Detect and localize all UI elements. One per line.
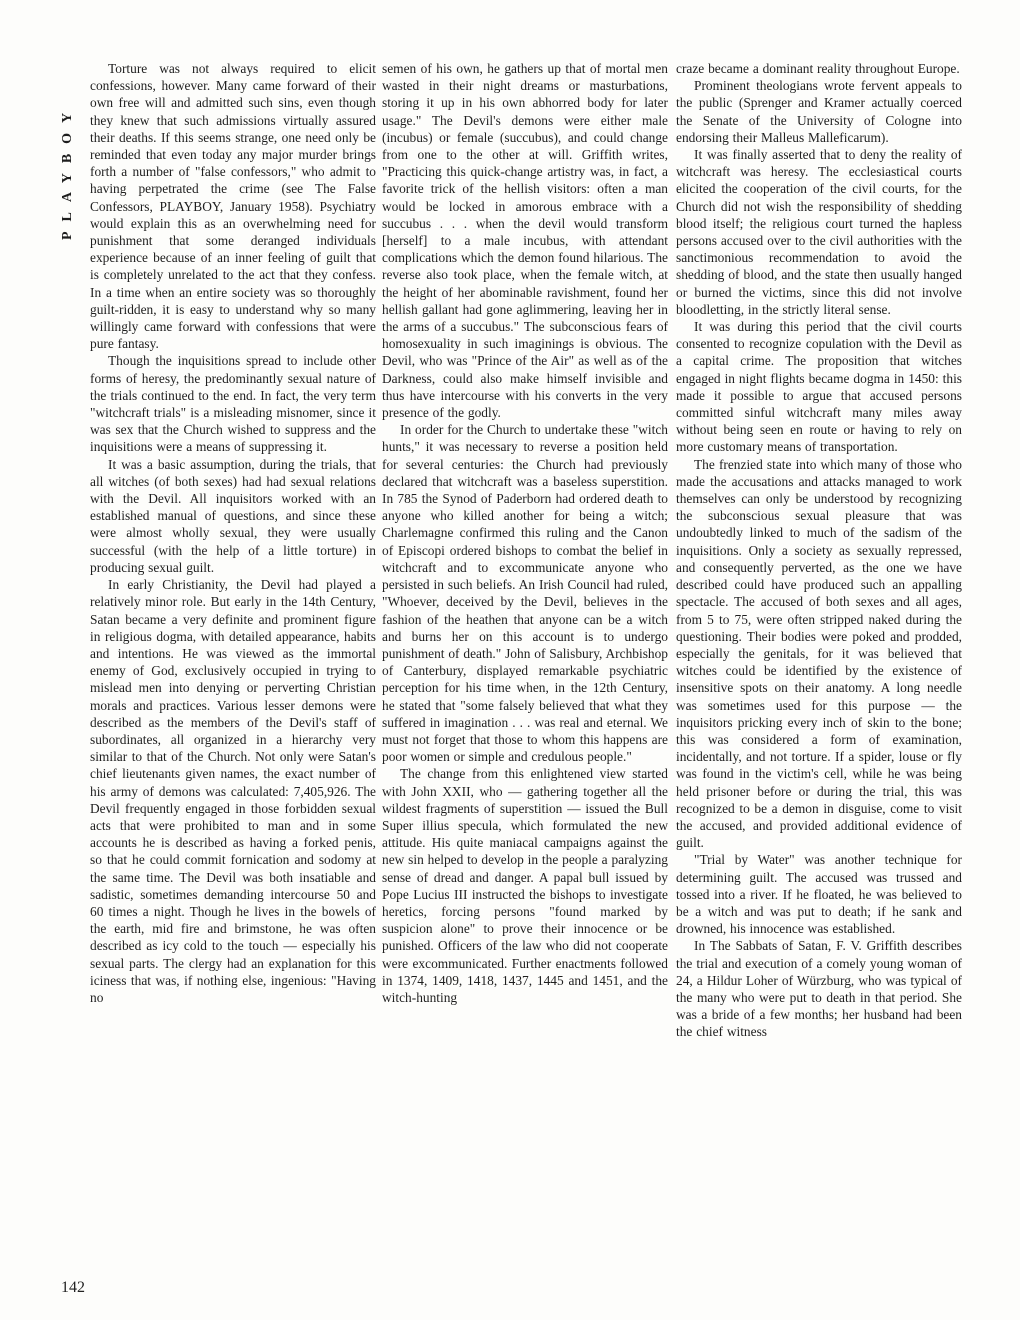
text-column-2: [382, 60, 668, 1300]
paragraph: It was during this period that the civil courts consented to recognize copulation with the Devil as a capital crime. The proposition that witches engaged in night flights became dogma in 1450: this made it possible to argue that accused persons committed sinful witchcraft many miles away without being seen en route or having to rely on more customary means of transportation.: [676, 319, 962, 455]
paragraph: In early Christianity, the Devil had played a relatively minor role. But early in the 14th Century, Satan became a very definite and prominent figure in religious dogma, with detailed appearance, habits and intentions. He was viewed as the immortal enemy of God, exclusively occupied in trying to mislead men into denying or perverting Christian morals and practices. Various lesser demons were described as the members of the Devil's staff of subordinates, all organized in a hierarchy very similar to that of the Church. Not only were Satan's chief lieutenants given names, the exact number of his army of demons was calculated: 7,405,926. The Devil frequently engaged in those forbidden sexual acts that were prohibited to man and in some accounts he is described as having a forked penis, so that he could commit fornication and sodomy at the same time. The Devil was both insatiable and sadistic, sometimes demanding intercourse 50 and 60 times a night. Though he lives in the bowels of the earth, mid fire and brimstone, he was often described as icy cold to the touch — especially his sexual parts. The clergy had an explanation for this iciness that was, if nothing else, ingenious: "Having no: [90, 577, 376, 1005]
paragraph-continued: craze became a dominant reality throughout Europe.: [676, 61, 960, 76]
paragraph: Torture was not always required to elicit confessions, however. Many came forward of their own free will and admitted such sins, even though they knew that such admissions virtually assured their deaths. If this seems strange, one need only be reminded that even today any major murder brings forth a number of "false confessors," who admit to having perpetrated the crime (see The False Confessors, PLAYBOY, January 1958). Psychiatry would explain this as an overwhelming need for punishment that some deranged individuals experience because of an inner feeling of guilt that is completely unrelated to the act that they confess. In a time when an entire society was so thoroughly guilt-ridden, it is easy to understand why so many willingly came forward with confessions that were pure fantasy.: [90, 61, 376, 352]
paragraph: It was a basic assumption, during the trials, that all witches (of both sexes) had had sexual relations with the Devil. All inquisitors worked with an established manual of questions, and since these were almost wholly sexual, they were usually successful (with the help of a little torture) in producing sexual guilt.: [90, 456, 376, 575]
paragraph: Prominent theologians wrote fervent appeals to the public (Sprenger and Kramer actually coerced the Senate of the University of Cologne into endorsing their Malleus Malleficarum).: [676, 78, 962, 145]
paragraph: In The Sabbats of Satan, F. V. Griffith describes the trial and execution of a comely young woman of 24, a Hildur Loher of Würzburg, who was typical of the many who were put to death in that period. She was a bride of a few months; her husband had been the chief witness: [676, 938, 962, 1040]
text-column-3: [676, 60, 962, 1300]
paragraph: It was finally asserted that to deny the reality of witchcraft was heresy. The ecclesiastical courts elicited the cooperation of the civil courts, for the Church did not wish the responsibility of shedding blood itself; the religious court turned the hapless persons accused over to the civil authorities with the sanctimonious recommendation to avoid the shedding of blood, and the state then usually hanged or burned the victims, since this did not involve bloodletting, in the strictly literal sense.: [676, 147, 962, 317]
paragraph: "Trial by Water" was another technique for determining guilt. The accused was trussed and tossed into a river. If he floated, he was believed to be a witch and was put to death; if he sank and drowned, his innocence was established.: [676, 852, 962, 937]
paragraph: The change from this enlightened view started with John XXII, who — gathering together all the wildest fragments of superstition — issued the Bull Super illius specula, which formulated the new attitude. His quite maniacal campaigns against the new sin helped to develop in the people a paralyzing sense of dread and danger. A papal bull issued by Pope Lucius III instructed the bishops to investigate heretics, forcing persons "found marked by suspicion alone" to prove their innocence or be punished. Officers of the law who did not cooperate were excommunicated. Further enactments followed in 1374, 1409, 1418, 1437, 1445 and 1451, and the witch-hunting: [382, 766, 668, 1005]
text-column-1: [90, 60, 376, 1300]
page-number: 142: [61, 1279, 85, 1296]
paragraph: In order for the Church to undertake these "witch hunts," it was necessary to reverse a position held for several centuries: the Church had previously declared that witchcraft was a baseless superstition. In 785 the Synod of Paderborn had ordered death to anyone who killed another for being a witch; Charlemagne confirmed this ruling and the Canon of Episcopi ordered bishops to combat the belief in witchcraft and to excommunicate anyone who persisted in such beliefs. An Irish Council had ruled, "Whoever, deceived by the Devil, believes in the fashion of the heathen that anyone can be a witch and burns her on this account is to undergo punishment of death." John of Salisbury, Archbishop of Canterbury, displayed remarkable psychiatric perception for his time when, in the 12th Century, he stated that "some falsely believed that what they suffered in imagination . . . was real and eternal. We must not forget that those to whom this happens are poor women or simple and credulous people.": [382, 422, 668, 765]
running-head: PLAYBOY: [60, 102, 75, 240]
paragraph: Though the inquisitions spread to include other forms of heresy, the predominantly sexual nature of the trials continued to the end. In fact, the very term "witchcraft trials" is a misleading misnomer, since it was sex that the Church wished to suppress and the inquisitions were a means of suppressing it.: [90, 353, 376, 455]
paragraph-continued: semen of his own, he gathers up that of mortal men wasted in their night dreams or masturbations, storing it up in his own abhorred body for later usage." The Devil's demons were either male (incubus) or female (succubus), and could change from one to the other at will. Griffith writes, "Practicing this quick-change artistry was, in fact, a favorite trick of the hellish visitors: often a man would be locked in amorous embrace with a succubus . . . when the devil would transform [herself] to a male incubus, with attendant complications which the demon found hilarious. The reverse also took place, when the female witch, at the height of her abominable ravishment, found her hellish gallant had gone aglimmering, leaving her in the arms of a succubus." The subconscious fears of homosexuality in such imaginings is obvious. The Devil, who was "Prince of the Air" as well as of the Darkness, could also make himself invisible and thus have intercourse with his converts in the very presence of the godly.: [382, 61, 668, 421]
paragraph: The frenzied state into which many of those who made the accusations and attacks managed to work themselves can only be understood by recognizing the subconscious sexual pleasure that was undoubtedly linked to much of the sadism of the inquisitions. Only a society as sexually repressed, and consequently perverted, as the one we have described could have produced such an appalling spectacle. The accused of both sexes and all ages, from 5 to 75, were often stripped naked during the questioning. Their bodies were poked and prodded, especially the genitals, for it was believed that witches could be identified by the existence of insensitive spots on their anatomy. A long needle was sometimes used for this purpose — the inquisitors pricking every inch of skin to the bone; this was considered a form of examination, incidentally, and not torture. If a spider, louse or fly was found in the victim's cell, while he was being held prisoner before or during the trial, this was recognized to be a demon in disguise, come to visit the accused, and provided additional evidence of guilt.: [676, 456, 962, 851]
